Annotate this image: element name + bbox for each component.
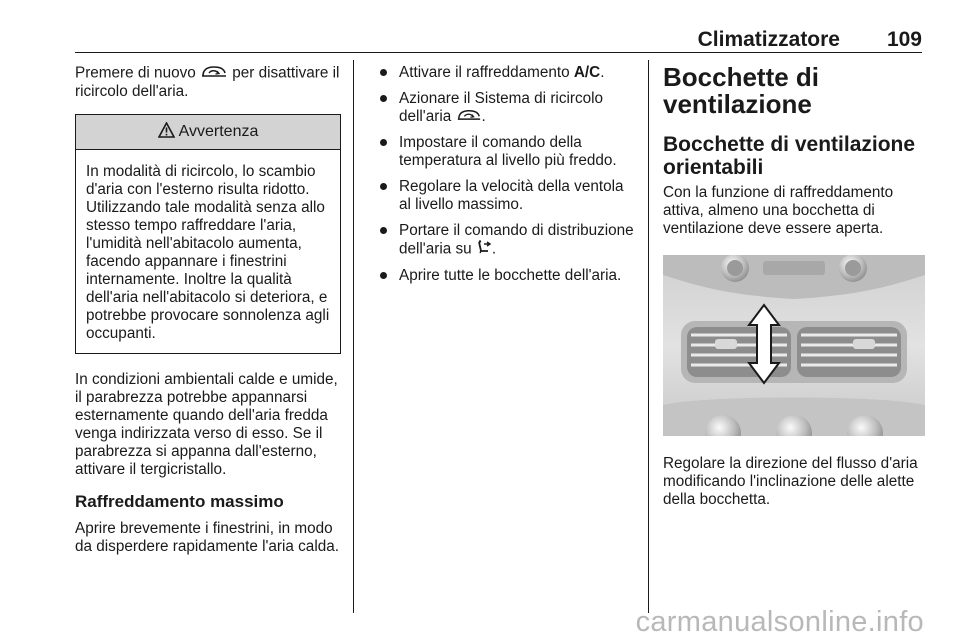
vents-adjust-paragraph: Regolare la direzione del flusso d'aria modificando l'inclinazione delle alette della bocchetta. — [663, 455, 918, 508]
warning-text: In modalità di ricircolo, lo scambio d'aria con l'esterno risulta ridotto. Utilizzando tale modalità senza allo stesso tempo raffreddare l'aria, l'umidità nell'abitacolo aumenta, facendo appannare i finestrini internamente. Inoltre la qualità dell'aria nell'abitacolo si deteriora, e potrebbe provocare sonnolenza agli occupanti. — [86, 163, 330, 342]
page-number: 109 — [886, 28, 922, 51]
list-item: Attivare il raffreddamento A/C. — [380, 64, 635, 82]
header-divider — [75, 52, 922, 53]
column-divider-1 — [353, 60, 354, 613]
column-1 — [75, 64, 341, 556]
warning-box — [75, 114, 341, 354]
vents-paragraph: Con la funzione di raffreddamento attiva, almeno una bocchetta di ventilazione deve essere aperta. — [663, 184, 894, 237]
condensation-paragraph: In condizioni ambientali calde e umide, il parabrezza potrebbe appannarsi esternamente quando dell'aria fredda venga indirizzata verso di esso. Se il parabrezza si appanna dall'esterno, attivare il tergicristallo. — [75, 371, 338, 478]
column-2 — [380, 64, 635, 293]
watermark: carmanualsonline.info — [635, 606, 924, 638]
chapter-title: Climatizzatore — [697, 28, 840, 51]
warning-triangle-icon — [158, 122, 175, 143]
air-vent-photo — [663, 255, 925, 436]
intro-paragraph: Premere di nuovo per disattivare il ricircolo dell'aria. — [75, 64, 340, 100]
section-subheading: Bocchette di ventilazione orientabili — [663, 133, 916, 179]
max-cooling-paragraph: Aprire brevemente i finestrini, in modo da disperdere rapidamente l'aria calda. — [75, 520, 339, 555]
max-cooling-steps — [380, 64, 635, 285]
list-item: Azionare il Sistema di ricircolo dell'aria . — [380, 90, 635, 126]
list-item: Aprire tutte le bocchette dell'aria. — [380, 267, 635, 285]
recirculation-icon — [200, 64, 228, 83]
recirculation-icon — [456, 108, 482, 126]
warning-header — [76, 115, 340, 150]
list-item: Regolare la velocità della ventola al livello massimo. — [380, 178, 635, 214]
list-item: Portare il comando di distribuzione dell'aria su . — [380, 222, 635, 259]
list-item: Impostare il comando della temperatura al livello più freddo. — [380, 134, 635, 170]
max-cooling-subheading: Raffreddamento massimo — [75, 492, 284, 511]
warning-title: Avvertenza — [178, 123, 259, 140]
seat-airflow-icon — [476, 240, 492, 259]
section-heading: Bocchette di ventilazione — [663, 62, 820, 119]
column-divider-2 — [648, 60, 649, 613]
column-3 — [663, 64, 925, 509]
